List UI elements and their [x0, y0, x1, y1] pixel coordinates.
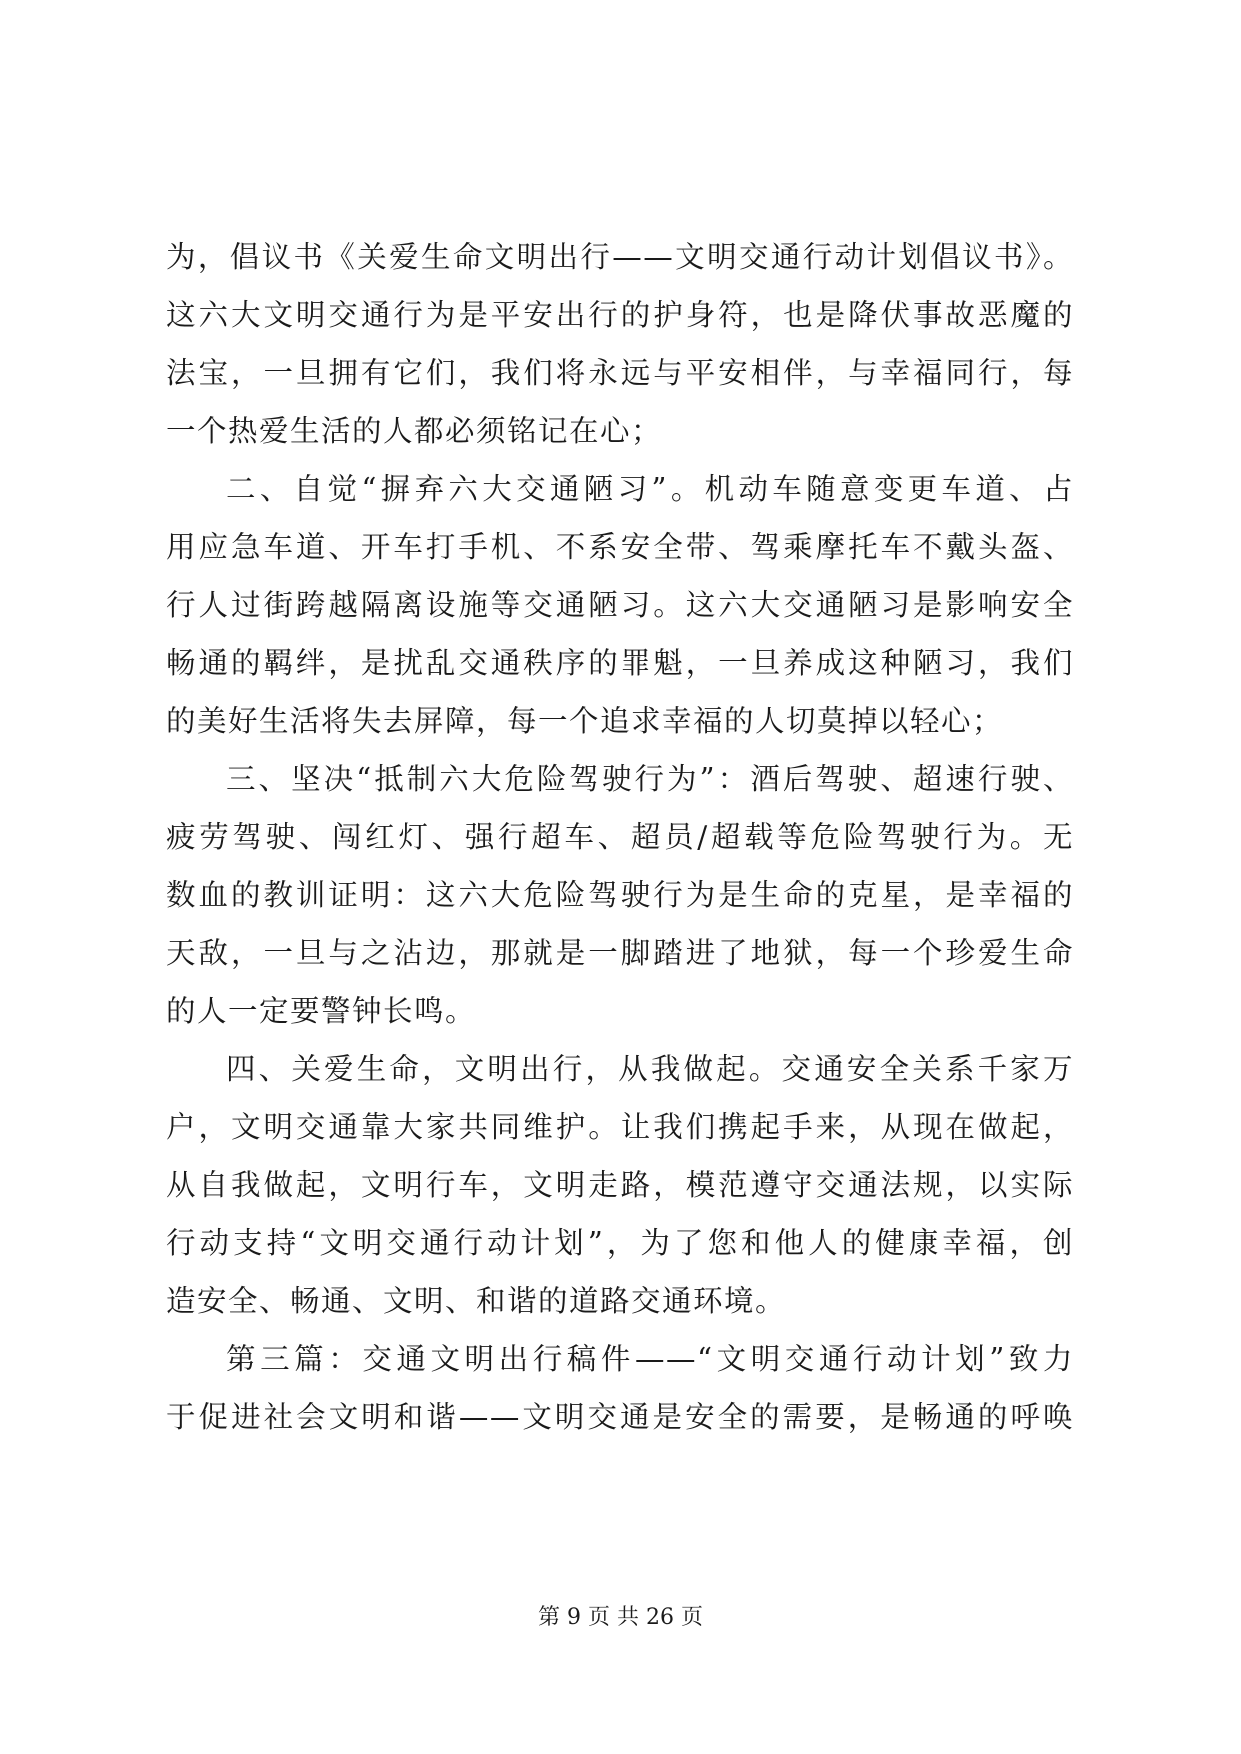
text-line: 这六大文明交通行为是平安出行的护身符，也是降伏事故恶魔的: [166, 298, 1074, 332]
text-line: 三、坚决“抵制六大危险驾驶行为”：酒后驾驶、超速行驶、: [226, 762, 1074, 796]
text-line: 于促进社会文明和谐——文明交通是安全的需要，是畅通的呼唤: [166, 1400, 1074, 1434]
text-line: 二、自觉“摒弃六大交通陋习”。机动车随意变更车道、占: [226, 472, 1074, 506]
body-text: [166, 228, 1074, 1446]
text-line: 的人一定要警钟长鸣。: [166, 994, 477, 1028]
text-line: 户，文明交通靠大家共同维护。让我们携起手来，从现在做起，: [166, 1110, 1074, 1144]
text-line: 数血的教训证明：这六大危险驾驶行为是生命的克星，是幸福的: [166, 878, 1074, 912]
page-footer: 第 9 页 共 26 页: [538, 1605, 703, 1630]
text-line: 从自我做起，文明行车，文明走路，模范遵守交通法规，以实际: [166, 1168, 1074, 1202]
text-line: 行人过街跨越隔离设施等交通陋习。这六大交通陋习是影响安全: [166, 588, 1074, 622]
text-line: 行动支持“文明交通行动计划”，为了您和他人的健康幸福，创: [166, 1226, 1074, 1260]
text-line: 疲劳驾驶、闯红灯、强行超车、超员/超载等危险驾驶行为。无: [166, 820, 1074, 854]
text-line: 法宝，一旦拥有它们，我们将永远与平安相伴，与幸福同行，每: [166, 356, 1074, 390]
text-line: 用应急车道、开车打手机、不系安全带、驾乘摩托车不戴头盔、: [166, 530, 1074, 564]
text-line: 畅通的羁绊，是扰乱交通秩序的罪魁，一旦养成这种陋习，我们: [166, 646, 1074, 680]
text-line: 的美好生活将失去屏障，每一个追求幸福的人切莫掉以轻心；: [166, 704, 1004, 738]
text-line: 第三篇：交通文明出行稿件——“文明交通行动计划”致力: [226, 1342, 1074, 1376]
text-line: 造安全、畅通、文明、和谐的道路交通环境。: [166, 1284, 787, 1318]
text-line: 四、关爱生命，文明出行，从我做起。交通安全关系千家万: [226, 1052, 1074, 1086]
text-line: 一个热爱生活的人都必须铭记在心；: [166, 414, 663, 448]
text-line: 天敌，一旦与之沾边，那就是一脚踏进了地狱，每一个珍爱生命: [166, 936, 1074, 970]
text-line: 为，倡议书《关爱生命文明出行——文明交通行动计划倡议书》。: [166, 240, 1074, 274]
